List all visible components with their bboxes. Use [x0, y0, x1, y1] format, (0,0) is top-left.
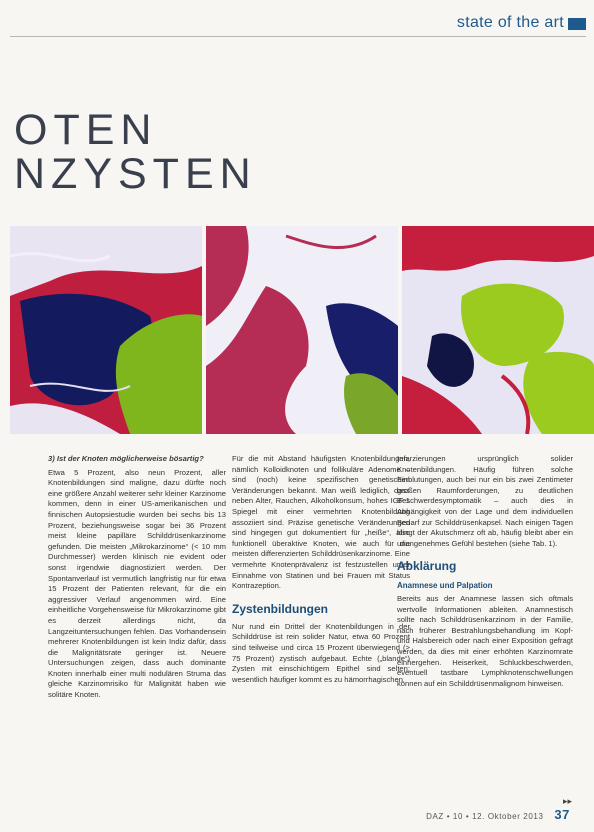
column-2-text-1: Für die mit Abstand häufigsten Knotenbildungen, nämlich Kolloidknoten und follikuläre Adenome – sind (noch) keine spezifischen genetischen Veränderungen bekannt. Man weiß lediglich, dass neben Alter, Rauchen, Alkoholkonsum, hohes IGF-1 Spiegel mit einer vermehrten Knotenbildung assoziiert sind. Präzise genetische Veränderungen sind hingegen gut dokumentiert für „heiße“, also funktionell überaktive Knoten, wie auch für die meisten differenzierten Schilddrüsenkarzinome. Eine vermehrte Knotenprävalenz ist festzustellen unter Einnahme von Statinen und bei Frauen mit Status Kontrazeption. — [232, 454, 410, 591]
micrograph-1 — [10, 226, 202, 434]
page-footer — [426, 807, 570, 822]
column-3 — [397, 454, 573, 692]
article-title — [14, 108, 257, 196]
page-number: 37 — [554, 807, 570, 822]
column-1-text: Etwa 5 Prozent, also neun Prozent, aller Knotenbildungen sind maligne, dazu dürfte noch eine größere Anzahl weiterer sehr kleiner Karzinome kommen, denn in einer US-amerikanischen und finnischen Autopsiestudie wurden bei sechs bis 13 Prozent, beziehungsweise sogar bei 36 Prozent meist kleine papilläre Schilddrüsenkarzinome gefunden. Die meisten „Mikrokarzinome“ (< 10 mm Durchmesser) werden klinisch nie evident oder sonst irgendwie diagnostiziert werden. Der Spontanverlauf ist vermutlich langfristig nur für etwa 15 Prozent der Patienten relevant, für die ein aggressiver Verlauf angenommen wird. Eine einheitliche Vorgehensweise für Mikrokarzinome gibt es derzeit allerdings nicht, da Langzeituntersuchungen fehlen. Das Vorhandensein mehrerer Knotenbildungen ist kein Indiz dafür, dass die Malignitätsrate geringer ist. Neuere Untersuchungen zeigen, dass auch dominante Knoten innerhalb einer multi nodulären Struma das gleiche Karzinomrisiko für Malignität haben wie solitäre Knoten. — [48, 467, 226, 700]
micrograph-2 — [206, 226, 398, 434]
column-3-text-2: Bereits aus der Anamnese lassen sich oftmals wertvolle Informationen ableiten. Anamnestisch sollte nach Schilddrüsenkarzinom in der Familie, nach früherer Bestrahlungsbehandlung im Kopf- und Halsbereich oder nach einer Exposition gefragt werden, da dies mit einer erhöhten Karzinomrate einhergehen. Heiserkeit, Schluckbeschwerden, eventuell tastbare Lymphknotenschwellungen können auf ein Schilddrüsenmalignom hinweisen. — [397, 593, 573, 688]
journal-name: DAZ — [426, 812, 444, 821]
column-2-text-2: Nur rund ein Drittel der Knotenbildungen in der Schilddrüse ist rein solider Natur, etwa 60 Prozent sind teilweise und circa 15 Prozent überwiegend (> 75 Prozent) zystisch aufgebaut. Echte („blande“) Zysten mit einschichtigem Epithel sind selten; wesentlich häufiger kommt es zu hämorrhagischen — [232, 621, 410, 684]
micrograph-3 — [402, 226, 594, 434]
column-3-text-1: Infarzierungen ursprünglich solider Knotenbildungen. Häufig führen solche Einblutungen, auch bei nur ein bis zwei Zentimeter großen Raumforderungen, zu deutlichen Beschwerdesymptomatik – auch dies in Abhängigkeit von der Lage und dem individuellen Bedarf zur Schilddrüsenkapsel. Nach einigen Tagen klingt der Akutschmerz oft ab, häufig bleibt aber ein unangenehmes Gefühl bestehen (siehe Tab. 1). — [397, 454, 573, 548]
continue-marker: ▸▸ — [562, 796, 572, 806]
question-heading: 3) Ist der Knoten möglicherweise bösartig? — [48, 454, 204, 463]
section-heading-abklaerung: Abklärung — [397, 559, 457, 574]
section-label: state of the art — [456, 14, 564, 31]
title-line-1: OTEN — [14, 106, 158, 154]
subheading-anamnese: Anamnese und Palpation — [397, 581, 493, 591]
column-1 — [48, 454, 226, 704]
image-strip — [10, 226, 594, 434]
section-heading-zysten: Zystenbildungen — [232, 601, 328, 616]
header-rule — [10, 36, 586, 37]
title-line-2: NZYSTEN — [14, 150, 257, 198]
issue-date: • 10 • 12. Oktober 2013 — [446, 812, 544, 821]
column-2 — [232, 454, 410, 688]
section-bar — [568, 18, 586, 30]
